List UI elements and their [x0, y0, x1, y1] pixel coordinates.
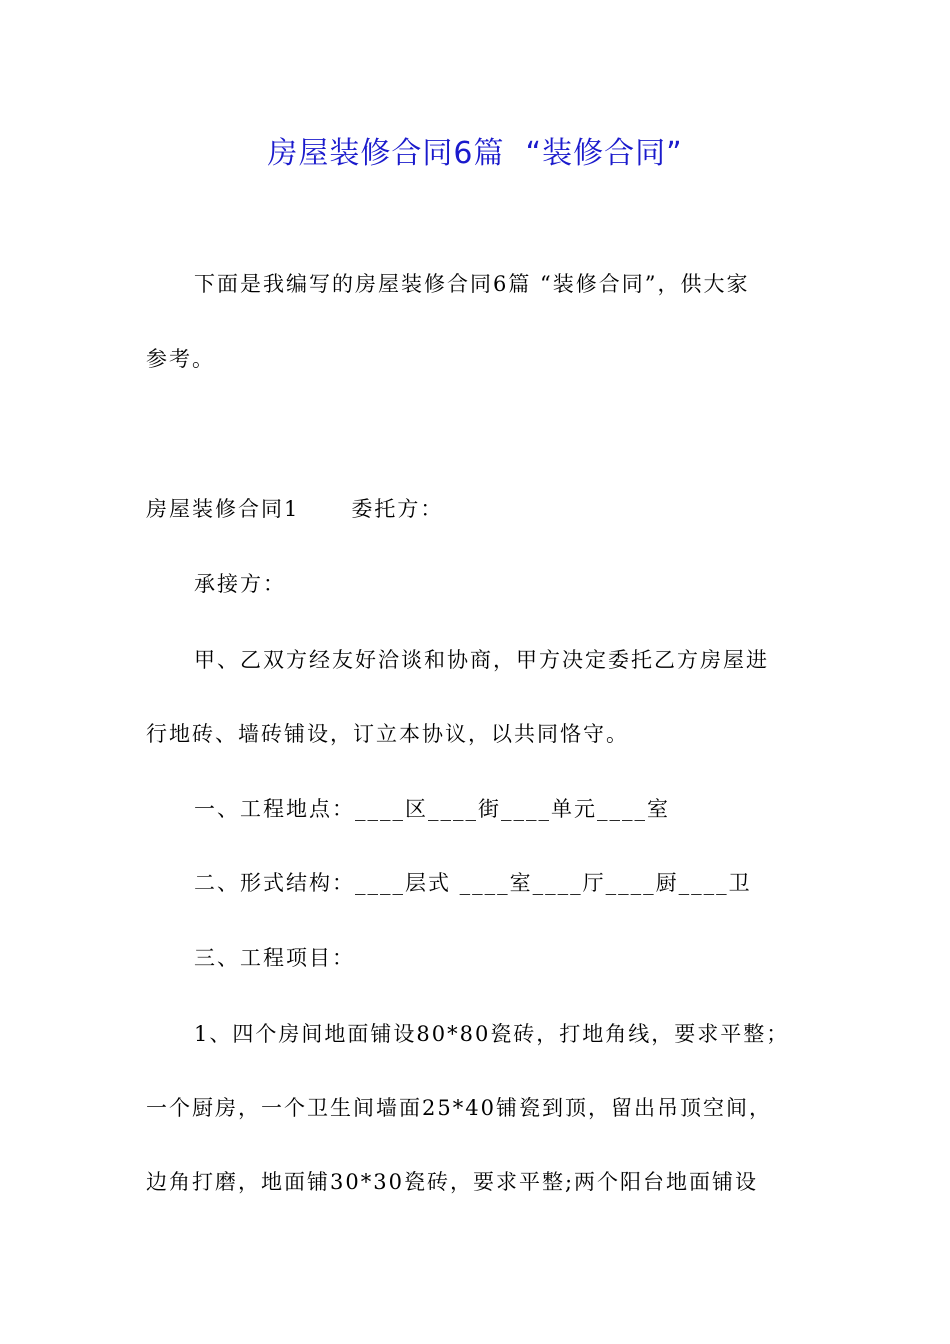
paragraph-line: 一个厨房，一个卫生间墙面25*40铺瓷到顶，留出吊顶空间， — [146, 1096, 772, 1120]
document-title: 房屋装修合同6篇 “装修合同” — [267, 136, 683, 171]
paragraph-line: 三、工程项目： — [194, 946, 355, 970]
section-heading-line: 房屋装修合同1 委托方： — [146, 497, 444, 521]
paragraph-line: 行地砖、墙砖铺设，订立本协议，以共同恪守。 — [146, 722, 629, 746]
paragraph-line: 承接方： — [194, 572, 286, 596]
paragraph-line: 1、四个房间地面铺设80*80瓷砖，打地角线，要求平整； — [194, 1022, 790, 1046]
paragraph-line: 参考。 — [146, 347, 215, 371]
paragraph-line: 一、工程地点：____区____街____单元____室 — [194, 797, 670, 821]
paragraph-line: 甲、乙双方经友好洽谈和协商，甲方决定委托乙方房屋进 — [194, 648, 769, 672]
paragraph-line: 二、形式结构：____层式 ____室____厅____厨____卫 — [194, 871, 752, 895]
paragraph-line: 边角打磨，地面铺30*30瓷砖，要求平整;两个阳台地面铺设 — [146, 1170, 759, 1194]
paragraph-line: 下面是我编写的房屋装修合同6篇 “装修合同”，供大家 — [194, 272, 750, 296]
